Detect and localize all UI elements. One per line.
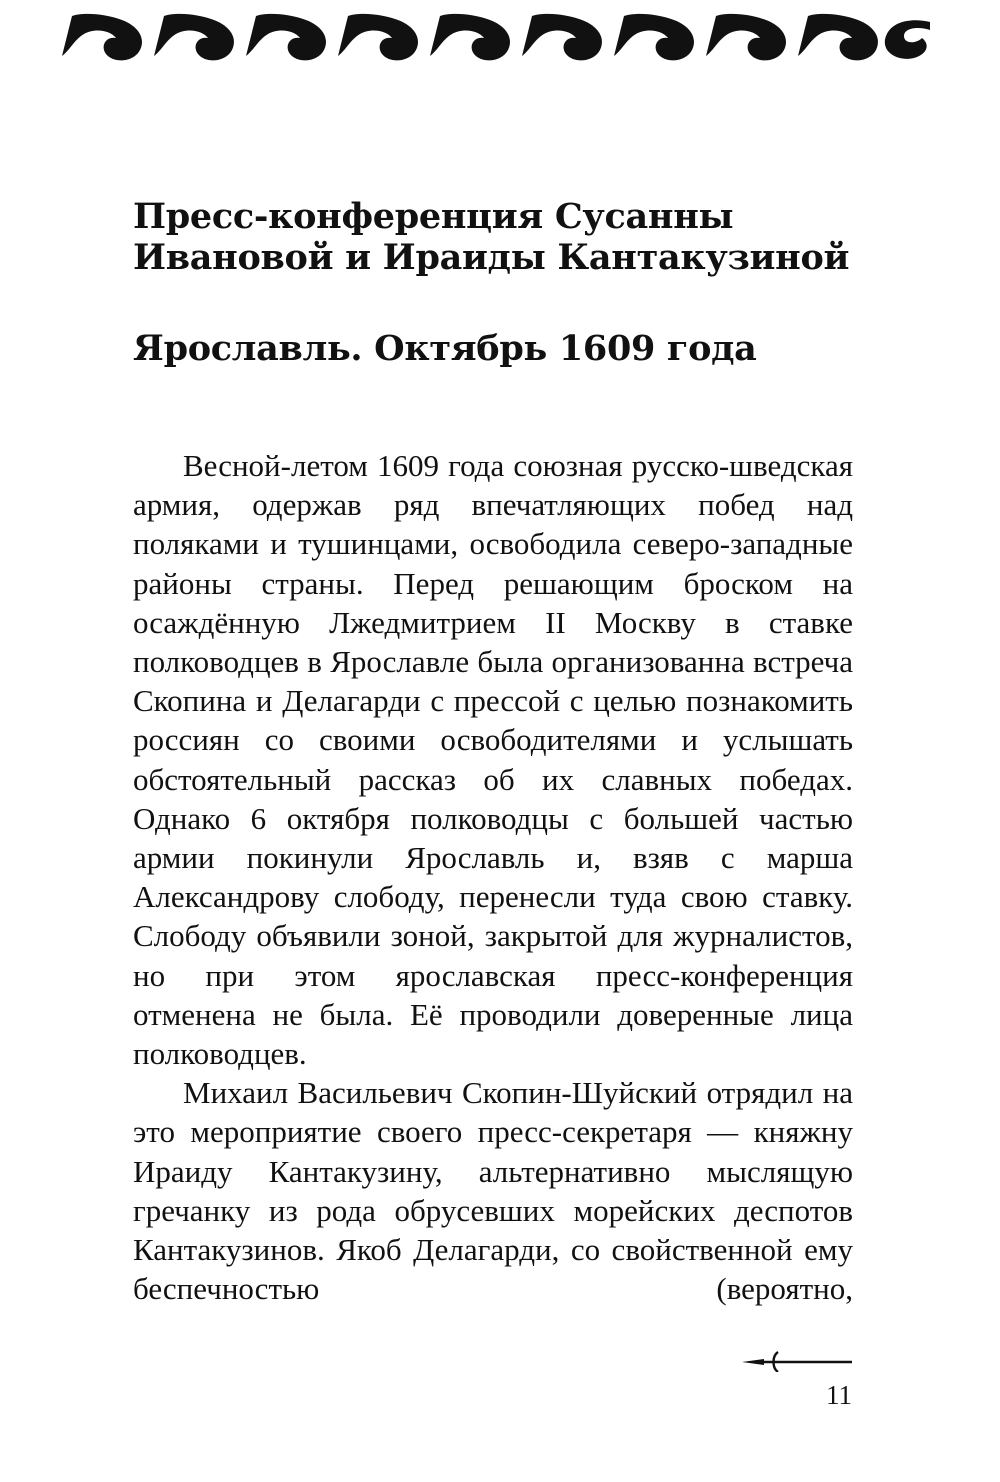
chapter-title	[133, 196, 873, 278]
page-number: 11	[826, 1380, 852, 1410]
sword-ornament-icon	[742, 1350, 852, 1372]
chapter-subtitle: Ярославль. Октябрь 1609 года	[133, 328, 757, 369]
paragraph-2: Михаил Васильевич Скопин-Шуйский отрядил на это мероприятие своего пресс-секретаря — княжну Ираиду Кантакузину, альтернативно мыслящую гречанку из рода обрусевших морейских деспотов Кантакузинов. Якоб Делагарди, со свойственной ему беспечностью (вероятно,	[133, 1075, 853, 1307]
chapter-title-line1: Пресс-конференция Сусанны	[133, 196, 734, 237]
chapter-heading	[133, 196, 873, 369]
paragraph-1: Весной-летом 1609 года союзная русско-шведская армия, одержав ряд впечатляющих побед над поляками и тушинцами, освободила северо-западные районы страны. Перед решающим броском на осаждённую Лжедмитрием II Москву в ставке полководцев в Ярославле была организованна встреча Скопина и Делагарди с прессой с целью познакомить россиян со своими освободителями и услышать обстоятельный рассказ об их славных победах. Однако 6 октября полководцы с большей частью армии покинули Ярославль и, взяв с марша Александрову слободу, перенесли туда свою ставку. Слободу объявили зоной, закрытой для журналистов, но при этом ярославская пресс-конференция отменена не была. Её проводили доверенные лица полководцев.	[133, 448, 853, 1072]
wave-ornament-border	[62, 8, 930, 66]
body-text	[133, 446, 853, 1308]
chapter-title-line2: Ивановой и Ираиды Кантакузиной	[133, 237, 850, 278]
